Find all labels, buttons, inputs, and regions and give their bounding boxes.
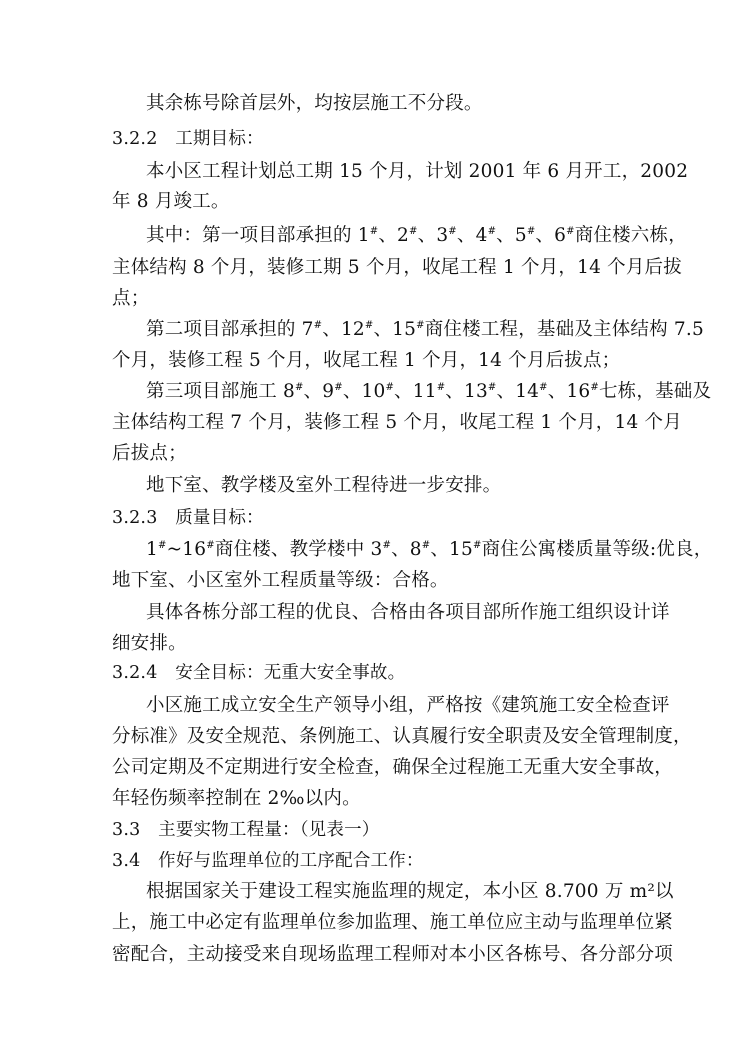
section-heading-3-2-3: 3.2.3 质量目标： [112,508,264,528]
paragraph-line: 公司定期及不定期进行安全检查，确保全过程施工无重大安全事故， [112,757,674,778]
section-heading-3-3: 3.3 主要实物工程量：（见表一） [112,820,380,840]
paragraph-line: 上，施工中必定有监理单位参加监理、施工单位应主动与监理单位紧 [112,912,674,933]
paragraph-line: 根据国家关于建设工程实施监理的规定，本小区 8.700 万 m²以 [146,881,674,902]
paragraph-line: 年 8 月竣工。 [112,191,230,212]
paragraph-line: 主体结构工程 7 个月，装修工程 5 个月，收尾工程 1 个月，14 个月 [112,412,682,433]
paragraph-line: 小区施工成立安全生产领导小组，严格按《建筑施工安全检查评 [146,695,670,716]
paragraph-line: 本小区工程计划总工期 15 个月，计划 2001 年 6 月开工，2002 [146,161,689,182]
section-heading-3-2-2: 3.2.2 工期目标： [112,129,264,149]
paragraph-line: 其余栋号除首层外，均按层施工不分段。 [146,93,483,114]
paragraph-line: 年轻伤频率控制在 2‰以内。 [112,788,361,809]
paragraph-line: 第三项目部施工 8#、9#、10#、11#、13#、14#、16#七栋，基础及 [146,381,712,402]
paragraph-line: 后拔点； [112,443,187,464]
paragraph-line: 细安排。 [112,633,187,654]
section-heading-3-2-4: 3.2.4 安全目标：无重大安全事故。 [112,663,406,683]
paragraph-line: 点； [112,288,150,309]
paragraph-line: 1#~16#商住楼、教学楼中 3#、8#、15#商住公寓楼质量等级:优良， [146,539,713,560]
paragraph-line: 个月，装修工程 5 个月，收尾工程 1 个月，14 个月后拔点； [112,350,621,371]
paragraph-line: 第二项目部承担的 7#、12#、15#商住楼工程，基础及主体结构 7.5 [146,319,704,340]
paragraph-line: 主体结构 8 个月，装修工期 5 个月，收尾工程 1 个月，14 个月后拔 [112,257,682,278]
paragraph-line: 地下室、小区室外工程质量等级：合格。 [112,570,449,591]
section-heading-3-4: 3.4 作好与监理单位的工序配合工作： [112,851,424,871]
paragraph-line: 分标准》及安全规范、条例施工、认真履行安全职责及安全管理制度， [112,726,692,747]
paragraph-line: 其中：第一项目部承担的 1#、2#、3#、4#、5#、6#商住楼六栋， [146,225,687,246]
paragraph-line: 地下室、教学楼及室外工程待进一步安排。 [146,475,502,496]
paragraph-line: 具体各栋分部工程的优良、合格由各项目部所作施工组织设计详 [146,602,670,623]
paragraph-line: 密配合，主动接受来自现场监理工程师对本小区各栋号、各分部分项 [112,944,674,965]
